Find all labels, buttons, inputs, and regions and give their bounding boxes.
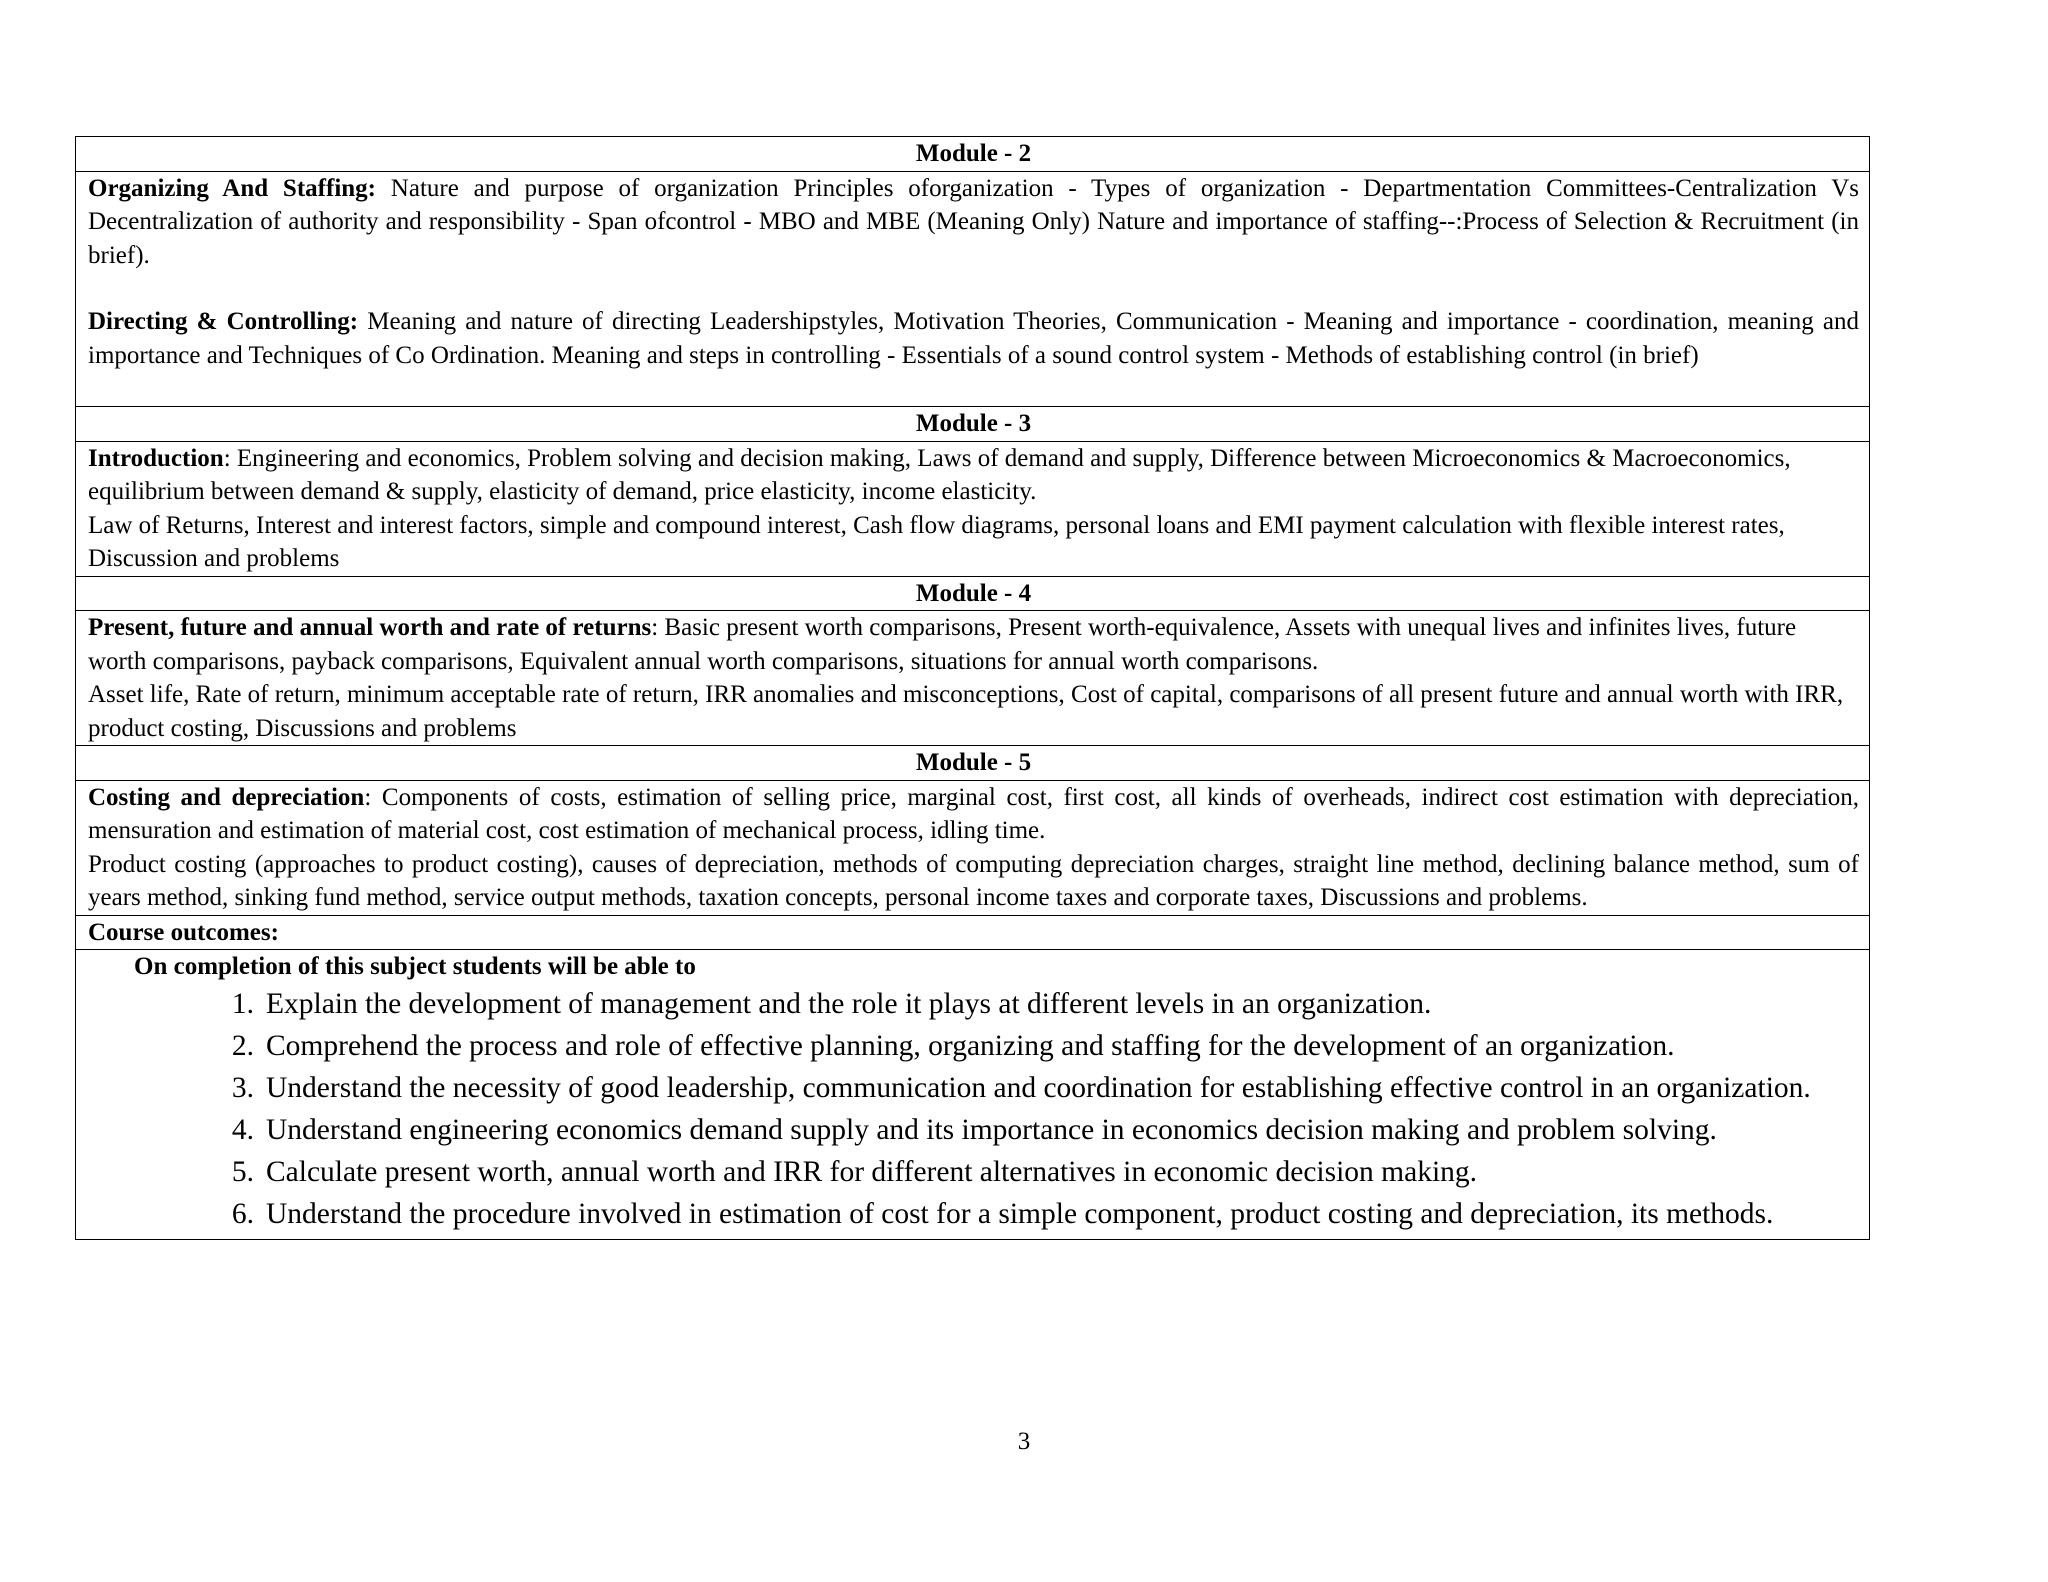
list-item-text: Understand the procedure involved in estimation of cost for a simple component, product costing and depreciation, its methods. [266,1198,1774,1230]
list-item-text: Understand engineering economics demand supply and its importance in economics decision making and problem solving. [266,1114,1717,1146]
module-5-heading-row [76,746,1870,781]
section-title: Introduction [88,444,224,472]
module-4-heading-row [76,576,1870,611]
section-text: : Engineering and economics, Problem solving and decision making, Laws of demand and supply, Difference between Microeconomics & Macroeconomics, equilibrium between demand & supply, elasticity of demand, price elasticity, income elasticity. [88,444,1791,505]
module-3-section-2 [88,509,1859,576]
module-4-heading: Module - 4 [76,576,1870,611]
module-3-heading-row [76,407,1870,442]
module-4-content-row [76,611,1870,746]
list-item-number: 5. [231,1156,254,1188]
module-2-content [76,171,1870,407]
list-item-number: 2. [231,1030,254,1062]
course-outcomes-heading-row [76,915,1870,950]
paragraph-gap [88,272,1859,305]
section-text: Law of Returns, Interest and interest factors, simple and compound interest, Cash flow diagrams, personal loans and EMI payment calculation with flexible interest rates, Discussion and problems [88,511,1785,572]
list-item-number: 3. [231,1072,254,1104]
module-2-content-row [76,171,1870,407]
list-item [88,1067,1859,1109]
list-item [88,1025,1859,1067]
page-number: 3 [1017,1428,1031,1455]
module-3-content [76,441,1870,576]
list-item-text: Calculate present worth, annual worth and IRR for different alternatives in economic decision making. [266,1156,1478,1188]
course-outcomes-content-row [76,950,1870,1240]
list-item-number: 6. [231,1198,254,1230]
module-5-section-2 [88,848,1859,915]
module-5-content [76,780,1870,915]
list-item-number: 4. [231,1114,254,1146]
module-2-heading: Module - 2 [76,137,1870,172]
course-outcomes-content [76,950,1870,1240]
list-item [88,983,1859,1025]
module-5-section-1 [88,781,1859,848]
module-5-heading: Module - 5 [76,746,1870,781]
course-outcomes-heading: Course outcomes: [76,915,1870,950]
list-item-text: Understand the necessity of good leadership, communication and coordination for establishing effective control in an organization. [266,1072,1811,1104]
list-item [88,1151,1859,1193]
section-text: : Basic present worth comparisons, Present worth-equivalence, Assets with unequal lives and infinites lives, future worth comparisons, payback comparisons, Equivalent annual worth comparisons, situations for annual worth comparisons. [88,614,1797,675]
list-item-number: 1. [231,988,254,1020]
module-2-section-2 [88,305,1859,372]
module-4-section-2 [88,678,1859,745]
list-item-text: Comprehend the process and role of effective planning, organizing and staffing for the development of an organization. [266,1030,1675,1062]
course-outcomes-list [88,983,1859,1235]
section-title: Costing and depreciation [88,783,365,811]
list-item [88,1193,1859,1235]
module-5-content-row [76,780,1870,915]
module-2-section-1 [88,172,1859,273]
list-item-text: Explain the development of management and the role it plays at different levels in an organization. [266,988,1432,1020]
section-title: Present, future and annual worth and rate of returns [88,614,652,641]
module-3-section-1 [88,442,1859,509]
syllabus-table [75,136,1870,1240]
module-4-content [76,611,1870,746]
module-3-heading: Module - 3 [76,407,1870,442]
section-text: : Components of costs, estimation of selling price, marginal cost, first cost, all kinds of overheads, indirect cost estimation with depreciation, mensuration and estimation of material cost, cost estimation of mechanical process, idling time. [88,783,1859,844]
section-text: Asset life, Rate of return, minimum acceptable rate of return, IRR anomalies and misconceptions, Cost of capital, comparisons of all present future and annual worth with IRR, product costing, Discussions and problems [88,681,1844,742]
section-text: Product costing (approaches to product costing), causes of depreciation, methods of computing depreciation charges, straight line method, declining balance method, sum of years method, sinking fund method, service output methods, taxation concepts, personal income taxes and corporate taxes, Discussions and problems. [88,850,1859,911]
section-text: Meaning and nature of directing Leadershipstyles, Motivation Theories, Communication - Meaning and importance - coordination, meaning and importance and Techniques of Co Ordination. Meaning and steps in controlling - Essentials of a sound control system - Methods of establishing control (in brief) [88,308,1859,369]
course-outcomes-intro: On completion of this subject students will be able to [134,953,696,980]
module-4-section-1 [88,611,1859,678]
section-text: Nature and purpose of organization Principles oforganization - Types of organization - Departmentation Committees-Centralization Vs Decentralization of authority and responsibility - Span ofcontrol - MBO and MBE (Meaning Only) Nature and importance of staffing--:Process of Selection & Recruitment (in brief). [88,174,1859,269]
list-item [88,1109,1859,1151]
module-3-content-row [76,441,1870,576]
module-2-heading-row [76,137,1870,172]
section-title: Directing & Controlling: [88,308,359,335]
section-title: Organizing And Staffing: [88,174,376,202]
